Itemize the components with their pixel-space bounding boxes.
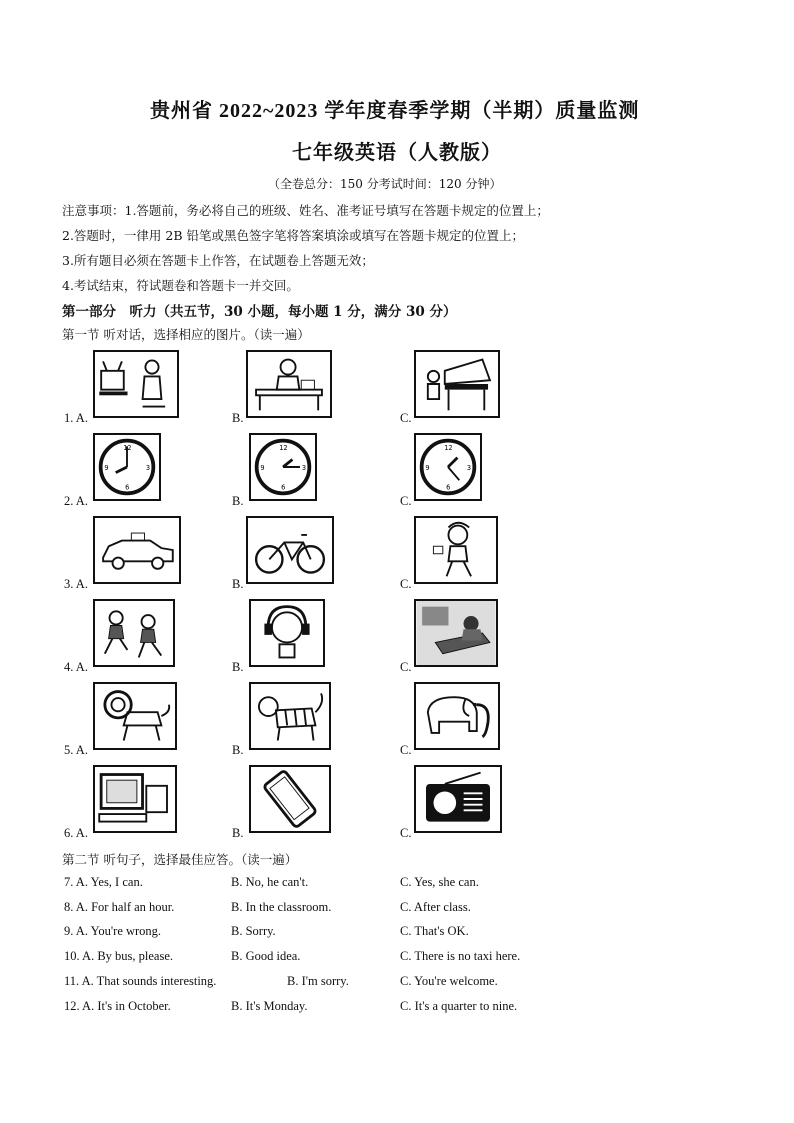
section2-heading: 第二节 听句子，选择最佳应答。（读一遍） [62, 852, 298, 867]
q4-c-label: C. [400, 660, 412, 674]
note-4: 4.考试结束，符试题卷和答题卡一并交回。 [62, 278, 299, 293]
q2-c-label: C. [400, 494, 412, 508]
svg-text:6: 6 [281, 483, 286, 492]
q6-c-label: C. [400, 826, 412, 840]
svg-text:12: 12 [123, 444, 132, 453]
q5-label: 5. A. [64, 743, 88, 757]
q7-c: C. Yes, she can. [400, 875, 479, 889]
svg-text:12: 12 [444, 444, 453, 453]
q7-a: 7. A. Yes, I can. [64, 875, 143, 889]
clock-icon [414, 433, 482, 501]
q12-b: B. It's Monday. [231, 999, 308, 1013]
page-title: 贵州省 2022~2023 学年度春季学期（半期）质量监测 [150, 100, 640, 122]
q5-c-label: C. [400, 743, 412, 757]
q1-c-label: C. [400, 411, 412, 425]
headphones-icon [249, 599, 325, 667]
phone-icon [249, 765, 331, 833]
q8-b: B. In the classroom. [231, 900, 332, 914]
q7-b: B. No, he can't. [231, 875, 309, 889]
girl-writing-icon [246, 350, 332, 418]
computer-icon [93, 765, 177, 833]
boy-walking-icon [414, 516, 498, 584]
svg-text:6: 6 [125, 483, 130, 492]
tv-watching-icon [93, 350, 179, 418]
q5-b-label: B. [232, 743, 244, 757]
q9-a: 9. A. You're wrong. [64, 924, 162, 938]
q6-b-label: B. [232, 826, 244, 840]
q1-label: 1. A. [64, 411, 88, 425]
svg-text:9: 9 [260, 463, 265, 472]
q9-c: C. That's OK. [400, 924, 469, 938]
q12-c: C. It's a quarter to nine. [400, 999, 518, 1013]
svg-text:3: 3 [466, 463, 472, 472]
svg-text:12: 12 [279, 444, 288, 453]
q4-label: 4. A. [64, 660, 88, 674]
elephant-icon [414, 682, 500, 750]
q10-c: C. There is no taxi here. [400, 949, 521, 963]
q2-b-label: B. [232, 494, 244, 508]
q12-a: 12. A. It's in October. [64, 999, 171, 1013]
svg-text:9: 9 [425, 463, 430, 472]
q9-b: B. Sorry. [231, 924, 276, 938]
q11-b: B. I'm sorry. [287, 974, 349, 988]
clock-icon [249, 433, 317, 501]
q1-b-label: B. [232, 411, 244, 425]
page-subtitle: 七年级英语（人教版） [292, 142, 502, 164]
q6-label: 6. A. [64, 826, 88, 840]
radio-icon [414, 765, 502, 833]
q3-b-label: B. [232, 577, 244, 591]
q10-b: B. Good idea. [231, 949, 301, 963]
note-3: 3.所有题目必须在答题卡上作答，在试题卷上答题无效； [62, 253, 374, 268]
svg-text:9: 9 [104, 463, 109, 472]
q2-label: 2. A. [64, 494, 88, 508]
bike-icon [246, 516, 334, 584]
desk-scene-icon [414, 599, 498, 667]
note-2: 2.答题时，一律用 2B 铅笔或黑色签字笔将答案填涂或填写在答题卡规定的位置上； [62, 228, 525, 243]
lion-icon [93, 682, 177, 750]
clock-icon [93, 433, 161, 501]
q11-a: 11. A. That sounds interesting. [64, 974, 217, 988]
q3-c-label: C. [400, 577, 412, 591]
q3-label: 3. A. [64, 577, 88, 591]
taxi-icon [93, 516, 181, 584]
section1-heading: 第一节 听对话，选择相应的图片。（读一遍） [62, 327, 310, 342]
boys-running-icon [93, 599, 175, 667]
svg-text:3: 3 [301, 463, 307, 472]
note-1: 注意事项：1.答题前，务必将自己的班级、姓名、准考证号填写在答题卡规定的位置上； [62, 203, 549, 218]
q8-c: C. After class. [400, 900, 471, 914]
q10-a: 10. A. By bus, please. [64, 949, 174, 963]
part1-heading: 第一部分 听力（共五节，30 小题，每小题 1 分，满分 30 分） [62, 304, 457, 320]
q11-c: C. You're welcome. [400, 974, 498, 988]
svg-text:6: 6 [446, 483, 451, 492]
tiger-icon [249, 682, 331, 750]
exam-meta: （全卷总分：150 分考试时间：120 分钟） [268, 177, 502, 191]
q8-a: 8. A. For half an hour. [64, 900, 175, 914]
q4-b-label: B. [232, 660, 244, 674]
piano-icon [414, 350, 500, 418]
svg-text:3: 3 [145, 463, 151, 472]
